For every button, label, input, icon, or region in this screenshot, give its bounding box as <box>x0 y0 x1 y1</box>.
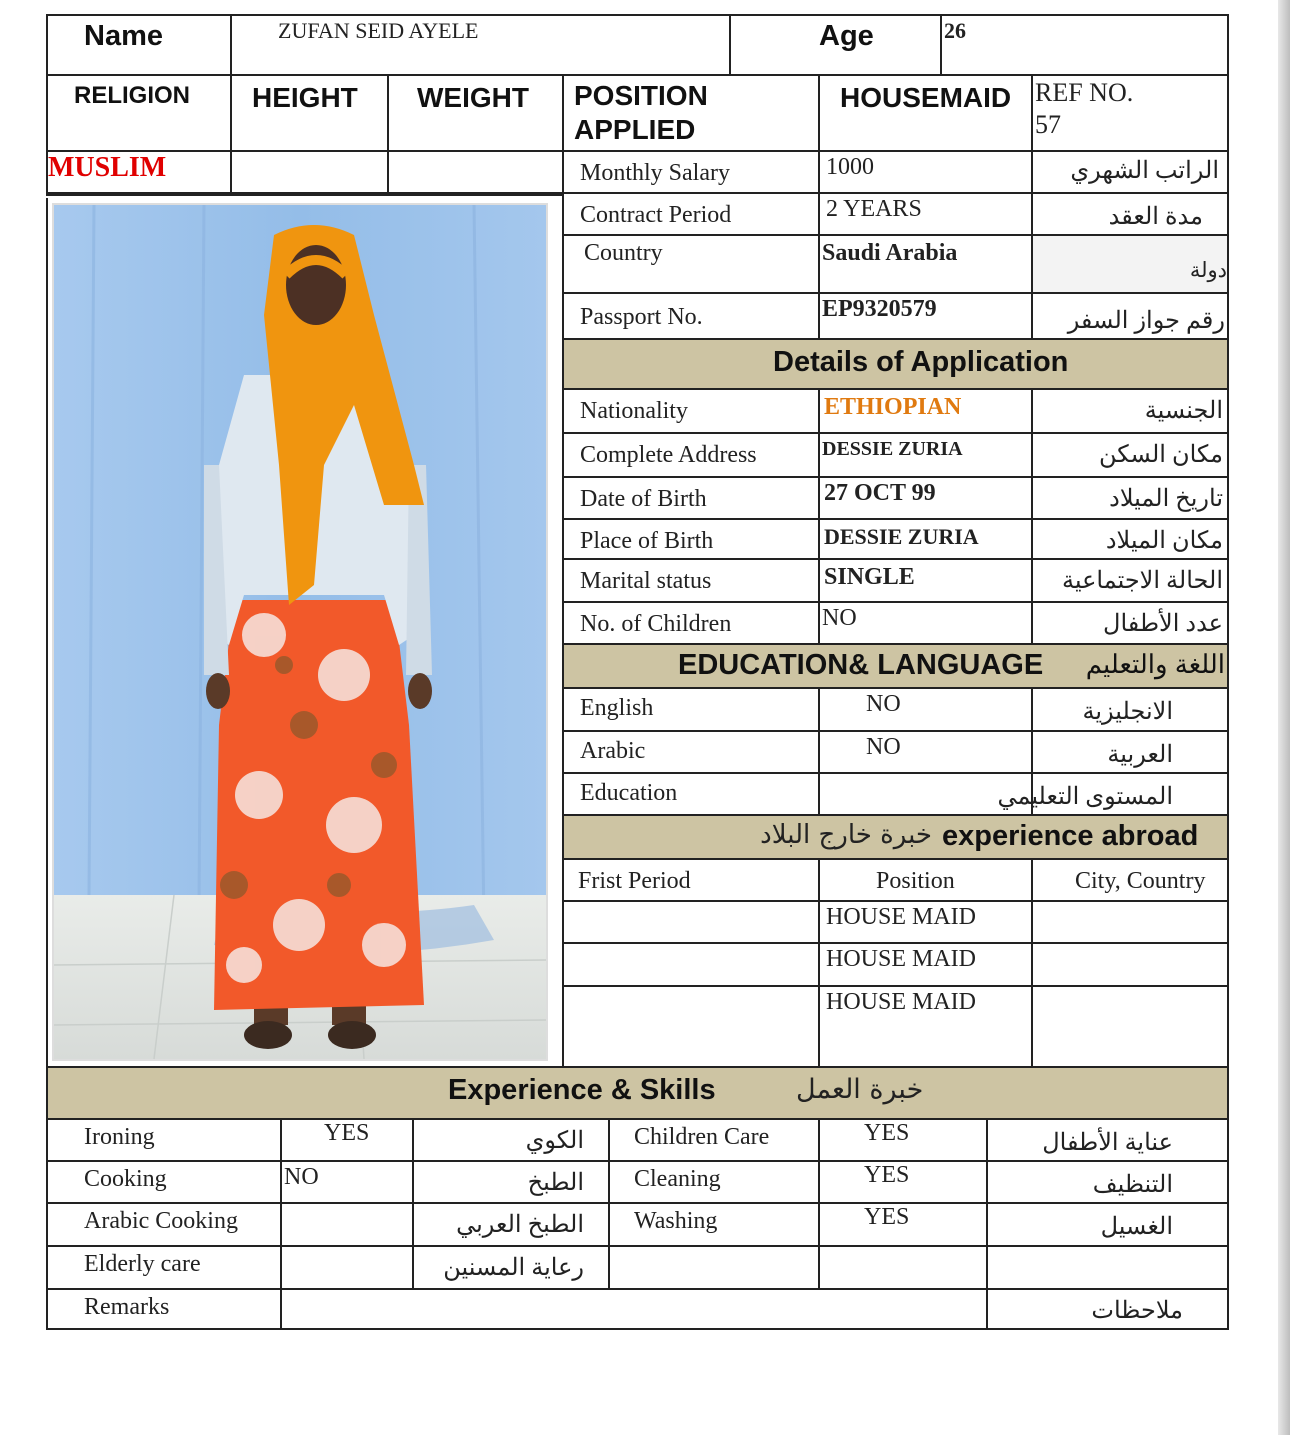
education-value-cell <box>818 730 1033 774</box>
skill-arabic: الكوي <box>525 1128 584 1154</box>
skill-right-label: Cleaning <box>634 1166 721 1192</box>
skill-right-arabic: الغسيل <box>1100 1214 1173 1240</box>
ref-value: 57 <box>1035 110 1061 139</box>
remarks-label-cell <box>46 1288 282 1330</box>
skill-right-arabic-cell <box>986 1245 1229 1290</box>
education-arabic-cell <box>997 772 1229 816</box>
abroad-city-cell <box>1031 942 1229 987</box>
passport-value: EP9320579 <box>822 296 937 322</box>
education-label-cell <box>562 772 820 816</box>
skill-arabic-cell <box>412 1245 610 1290</box>
skill-right-arabic: التنظيف <box>1092 1172 1173 1198</box>
abroad-city-cell <box>1031 985 1229 1068</box>
skill-label: Cooking <box>84 1166 167 1192</box>
skill-label: Ironing <box>84 1124 155 1150</box>
education-label-cell <box>562 687 820 732</box>
detail-value-cell <box>818 388 1033 434</box>
skill-right-arabic-cell <box>986 1202 1229 1247</box>
weight-value-cell <box>387 150 564 194</box>
abroad-band <box>562 814 1229 860</box>
detail-value-cell <box>818 432 1033 478</box>
detail-label: Marital status <box>580 568 712 594</box>
skill-right-value-cell <box>818 1245 988 1290</box>
skills-band <box>46 1066 1229 1120</box>
skill-arabic: الطبخ العربي <box>456 1212 584 1238</box>
country-value-cell <box>818 234 1033 294</box>
detail-value-cell <box>818 518 1033 560</box>
education-value: NO <box>866 734 901 760</box>
detail-label-cell <box>562 601 820 645</box>
abroad-title-arabic: خبرة خارج البلاد <box>760 820 932 850</box>
skill-label: Elderly care <box>84 1251 201 1277</box>
detail-label-cell <box>562 432 820 478</box>
skill-right-label: Washing <box>634 1208 718 1234</box>
skill-label-cell <box>46 1118 282 1162</box>
weight-label-cell <box>387 74 564 152</box>
education-label-cell <box>562 730 820 774</box>
detail-arabic: مكان السكن <box>1099 442 1223 468</box>
contract-period-value-cell <box>818 192 1033 236</box>
detail-arabic-cell <box>1031 432 1229 478</box>
applicant-photo-illustration <box>54 205 546 1059</box>
detail-label: No. of Children <box>580 611 732 637</box>
skill-arabic-cell <box>412 1160 610 1204</box>
contract-period-label: Contract Period <box>580 202 732 228</box>
education-label: Arabic <box>580 738 646 764</box>
skill-label: Arabic Cooking <box>84 1208 238 1234</box>
skill-value-cell <box>280 1202 414 1247</box>
abroad-city-cell <box>1031 900 1229 944</box>
age-value-cell <box>940 14 1229 76</box>
height-label: HEIGHT <box>252 82 358 113</box>
education-value-cell <box>818 687 1033 732</box>
skill-right-value: YES <box>864 1162 910 1188</box>
abroad-position: HOUSE MAID <box>826 946 976 972</box>
country-arabic: دولة <box>1189 258 1227 282</box>
abroad-position-cell <box>818 985 1033 1068</box>
education-arabic-cell <box>1031 687 1229 732</box>
detail-label: Complete Address <box>580 442 757 468</box>
detail-arabic-cell <box>1031 518 1229 560</box>
skill-right-arabic: عناية الأطفال <box>1042 1130 1173 1156</box>
religion-label: RELIGION <box>74 82 191 109</box>
education-arabic: العربية <box>1107 742 1173 768</box>
detail-label-cell <box>562 518 820 560</box>
detail-label-cell <box>562 558 820 603</box>
skills-title: Experience & Skills <box>448 1074 716 1106</box>
passport-label-cell <box>562 292 820 340</box>
position-label-1: POSITION <box>574 80 708 111</box>
education-arabic: المستوى التعليمي <box>997 784 1173 810</box>
skill-right-label-cell <box>608 1118 820 1162</box>
education-title: EDUCATION& LANGUAGE <box>678 649 1044 681</box>
abroad-period-cell <box>562 985 820 1068</box>
abroad-position-cell <box>818 900 1033 944</box>
detail-value: DESSIE ZURIA <box>824 524 979 549</box>
salary-value-cell <box>818 150 1033 194</box>
skill-label-cell <box>46 1160 282 1204</box>
skill-right-value: YES <box>864 1204 910 1230</box>
remarks-label: Remarks <box>84 1294 170 1320</box>
skills-title-arabic: خبرة العمل <box>796 1074 924 1105</box>
detail-value: DESSIE ZURIA <box>822 438 963 460</box>
detail-label-cell <box>562 388 820 434</box>
abroad-period-header: Frist Period <box>578 868 691 894</box>
salary-label: Monthly Salary <box>580 160 730 186</box>
skill-right-value-cell <box>818 1118 988 1162</box>
ref-cell <box>1031 74 1229 152</box>
skill-value: YES <box>324 1120 370 1146</box>
salary-value: 1000 <box>826 154 874 180</box>
country-arabic-cell <box>1031 234 1229 294</box>
contract-period-arabic-cell <box>1031 192 1229 236</box>
salary-arabic-cell <box>1031 150 1229 194</box>
passport-label: Passport No. <box>580 304 703 330</box>
country-label-cell <box>562 234 820 294</box>
salary-arabic: الراتب الشهري <box>1070 158 1219 184</box>
name-label: Name <box>84 20 163 52</box>
skill-right-label: Children Care <box>634 1124 770 1150</box>
remarks-arabic-cell <box>986 1288 1229 1330</box>
age-label-cell <box>729 14 942 76</box>
detail-arabic-cell <box>1031 476 1229 520</box>
skill-right-label-cell <box>608 1202 820 1247</box>
skill-label-cell <box>46 1202 282 1247</box>
education-value: NO <box>866 691 901 717</box>
education-label: Education <box>580 780 678 806</box>
position-value-cell <box>818 74 1033 152</box>
applicant-photo <box>52 203 548 1061</box>
details-title: Details of Application <box>773 346 1069 378</box>
abroad-position: HOUSE MAID <box>826 989 976 1015</box>
detail-arabic: مكان الميلاد <box>1105 528 1223 554</box>
detail-arabic-cell <box>1031 558 1229 603</box>
skill-arabic: رعاية المسنين <box>443 1255 584 1281</box>
salary-label-cell <box>562 150 820 194</box>
abroad-position-header-cell <box>818 858 1033 902</box>
education-label: English <box>580 695 654 721</box>
detail-value: 27 OCT 99 <box>824 480 936 506</box>
abroad-period-header-cell <box>562 858 820 902</box>
age-value: 26 <box>944 18 966 43</box>
detail-arabic-cell <box>1031 388 1229 434</box>
detail-value: ETHIOPIAN <box>824 394 962 420</box>
detail-arabic-cell <box>1031 601 1229 645</box>
skill-arabic-cell <box>412 1202 610 1247</box>
left-border <box>46 198 48 1070</box>
passport-arabic-cell <box>1031 292 1229 340</box>
height-label-cell <box>230 74 389 152</box>
skill-label-cell <box>46 1245 282 1290</box>
detail-value-cell <box>818 476 1033 520</box>
skill-right-value: YES <box>864 1120 910 1146</box>
abroad-position-header: Position <box>876 868 955 894</box>
position-label-cell <box>562 74 820 152</box>
contract-period-value: 2 YEARS <box>826 196 922 222</box>
weight-label: WEIGHT <box>417 82 529 113</box>
age-label: Age <box>819 20 874 52</box>
detail-arabic: الجنسية <box>1144 398 1223 424</box>
country-value: Saudi Arabia <box>822 240 958 266</box>
detail-arabic: عدد الأطفال <box>1103 611 1223 637</box>
ref-label: REF NO. <box>1035 78 1134 107</box>
skill-value-cell <box>280 1245 414 1290</box>
skill-value-cell <box>280 1118 414 1162</box>
contract-period-label-cell <box>562 192 820 236</box>
detail-value: NO <box>822 605 857 631</box>
religion-value-cell <box>46 150 232 194</box>
detail-label: Nationality <box>580 398 688 424</box>
skill-right-value-cell <box>818 1202 988 1247</box>
detail-value: SINGLE <box>824 564 915 590</box>
passport-arabic: رقم جواز السفر <box>1067 308 1225 334</box>
skill-arabic: الطبخ <box>527 1170 584 1196</box>
detail-arabic: تاريخ الميلاد <box>1109 486 1223 512</box>
religion-value: MUSLIM <box>48 152 167 183</box>
education-title-arabic: اللغة والتعليم <box>1085 649 1225 679</box>
details-band <box>562 338 1229 390</box>
name-value-cell <box>230 14 731 76</box>
abroad-city-header: City, Country <box>1075 868 1206 894</box>
abroad-period-cell <box>562 900 820 944</box>
detail-value-cell <box>818 601 1033 645</box>
education-arabic-cell <box>1031 730 1229 774</box>
contract-period-arabic: مدة العقد <box>1108 204 1203 230</box>
abroad-period-cell <box>562 942 820 987</box>
abroad-position-cell <box>818 942 1033 987</box>
abroad-city-header-cell <box>1031 858 1229 902</box>
abroad-title: experience abroad <box>942 820 1199 852</box>
abroad-position: HOUSE MAID <box>826 904 976 930</box>
skill-right-label-cell <box>608 1160 820 1204</box>
skill-right-value-cell <box>818 1160 988 1204</box>
education-band <box>562 643 1229 689</box>
country-label: Country <box>584 240 663 266</box>
name-value: ZUFAN SEID AYELE <box>278 18 479 43</box>
detail-label-cell <box>562 476 820 520</box>
divider <box>46 194 564 196</box>
skill-right-arabic-cell <box>986 1160 1229 1204</box>
skill-value-cell <box>280 1160 414 1204</box>
remarks-value-cell <box>280 1288 988 1330</box>
position-value: HOUSEMAID <box>840 82 1012 113</box>
skill-right-label-cell <box>608 1245 820 1290</box>
skill-right-arabic-cell <box>986 1118 1229 1162</box>
detail-value-cell <box>818 558 1033 603</box>
skill-value: NO <box>284 1164 319 1190</box>
education-arabic: الانجليزية <box>1082 699 1173 725</box>
position-label-2: APPLIED <box>574 114 696 145</box>
skill-arabic-cell <box>412 1118 610 1162</box>
religion-label-cell <box>46 74 232 152</box>
remarks-arabic: ملاحظات <box>1091 1298 1183 1324</box>
detail-label: Place of Birth <box>580 528 714 554</box>
height-value-cell <box>230 150 389 194</box>
name-label-cell <box>46 14 232 76</box>
passport-value-cell <box>818 292 1033 340</box>
page-edge <box>1278 0 1290 1435</box>
detail-arabic: الحالة الاجتماعية <box>1061 568 1223 594</box>
detail-label: Date of Birth <box>580 486 707 512</box>
